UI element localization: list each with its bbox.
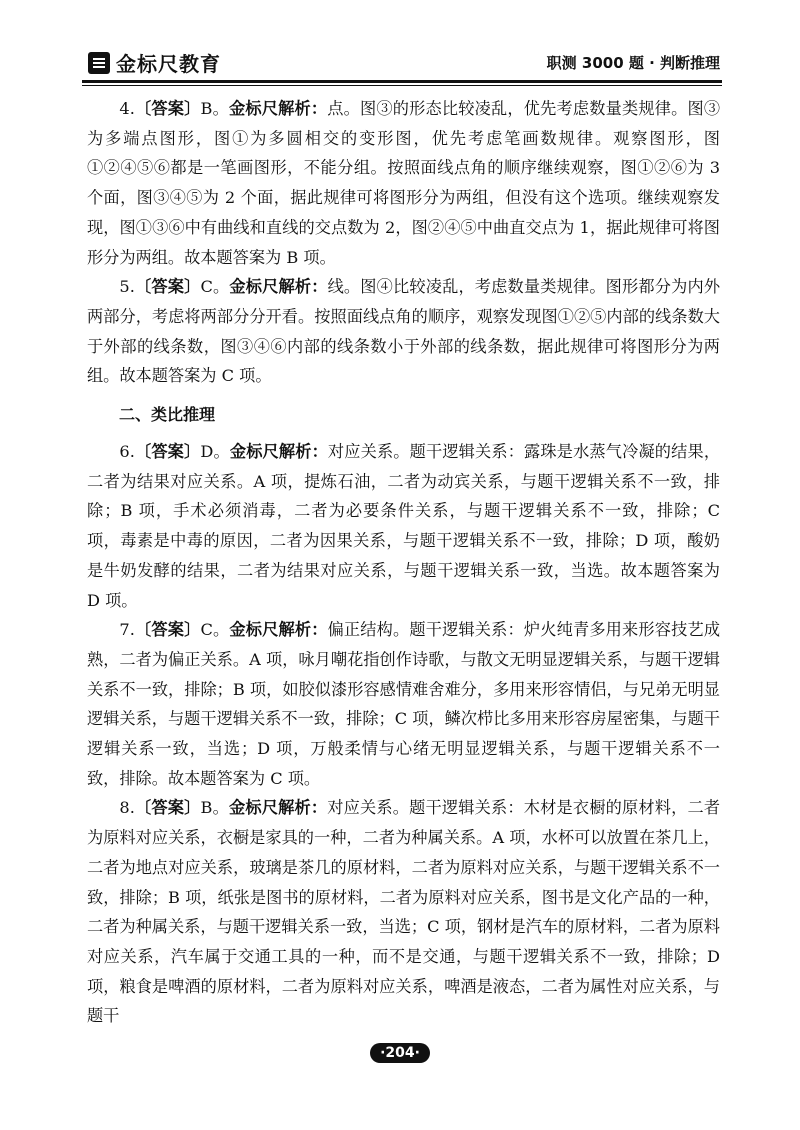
publisher-logo <box>88 48 221 77</box>
answer-item-8: 8.〔答案〕B。金标尺解析：对应关系。题干逻辑关系：木材是衣橱的原材料，二者为原料对应关系，衣橱是家具的一种，二者为种属关系。A 项，水杯可以放置在茶几上，二者为地点对应关系，玻璃是茶几的原材料，二者为原料对应关系，与题干逻辑关系不一致，排除；B 项，纸张是图书的原材料，二者为原料对应关系，图书是文化产品的一种，二者为种属关系，与题干逻辑关系一致，当选；C 项，钢材是汽车的原材料，二者为原料对应关系，汽车属于交通工具的一种，而不是交通，与题干逻辑关系不一致，排除；D 项，粮食是啤酒的原材料，二者为原料对应关系，啤酒是液态，二者为属性对应关系，与题干 <box>87 798 721 1026</box>
logo-text: 金标尺教育 <box>116 52 221 76</box>
page-header <box>48 42 752 86</box>
book-title: 职测 3000 题 · 判断推理 <box>546 54 720 72</box>
logo-icon <box>88 52 110 74</box>
page-number: ·204· <box>370 1043 430 1063</box>
answer-item-6: 6.〔答案〕D。金标尺解析：对应关系。题干逻辑关系：露珠是水蒸气冷凝的结果，二者为结果对应关系。A 项，提炼石油，二者为动宾关系，与题干逻辑关系不一致，排除；B 项，手术必须消毒，二者为必要条件关系，与题干逻辑关系不一致，排除；C 项，毒素是中毒的原因，二者为因果关系，与题干逻辑关系不一致，排除；D 项，酸奶是牛奶发酵的结果，二者为结果对应关系，与题干逻辑关系一致，当选。故本题答案为 D 项。 <box>87 442 721 610</box>
header-divider <box>82 80 722 83</box>
section-heading: 二、类比推理 <box>119 405 216 425</box>
header-divider-thin <box>82 85 722 86</box>
answer-item-7: 7.〔答案〕C。金标尺解析：偏正结构。题干逻辑关系：炉火纯青多用来形容技艺成熟，二者为偏正关系。A 项，咏月嘲花指创作诗歌，与散文无明显逻辑关系，与题干逻辑关系不一致，排除；B 项，如胶似漆形容感情难舍难分，多用来形容情侣，与兄弟无明显逻辑关系，与题干逻辑关系不一致，排除；C 项，鳞次栉比多用来形容房屋密集，与题干逻辑关系一致，当选；D 项，万般柔情与心绪无明显逻辑关系，与题干逻辑关系不一致，排除。故本题答案为 C 项。 <box>87 620 721 788</box>
answer-item-5: 5.〔答案〕C。金标尺解析：线。图④比较凌乱，考虑数量类规律。图形都分为内外两部分，考虑将两部分分开看。按照面线点角的顺序，观察发现图①②⑤内部的线条数大于外部的线条数，图③④⑥内部的线条数小于外部的线条数，据此规律可将图形分为两组。故本题答案为 C 项。 <box>87 277 721 386</box>
page-footer <box>0 1043 800 1063</box>
page-content <box>87 94 720 1031</box>
answer-item-4: 4.〔答案〕B。金标尺解析：点。图③的形态比较凌乱，优先考虑数量类规律。图③为多端点图形，图①为多圆相交的变形图，优先考虑笔画数规律。观察图形，图①②④⑤⑥都是一笔画图形，不能分组。按照面线点角的顺序继续观察，图①②⑥为 3 个面，图③④⑤为 2 个面，据此规律可将图形分为两组，但没有这个选项。继续观察发现，图①③⑥中有曲线和直线的交点数为 2，图②④⑤中曲直交点为 1，据此规律可将图形分为两组。故本题答案为 B 项。 <box>87 99 721 267</box>
